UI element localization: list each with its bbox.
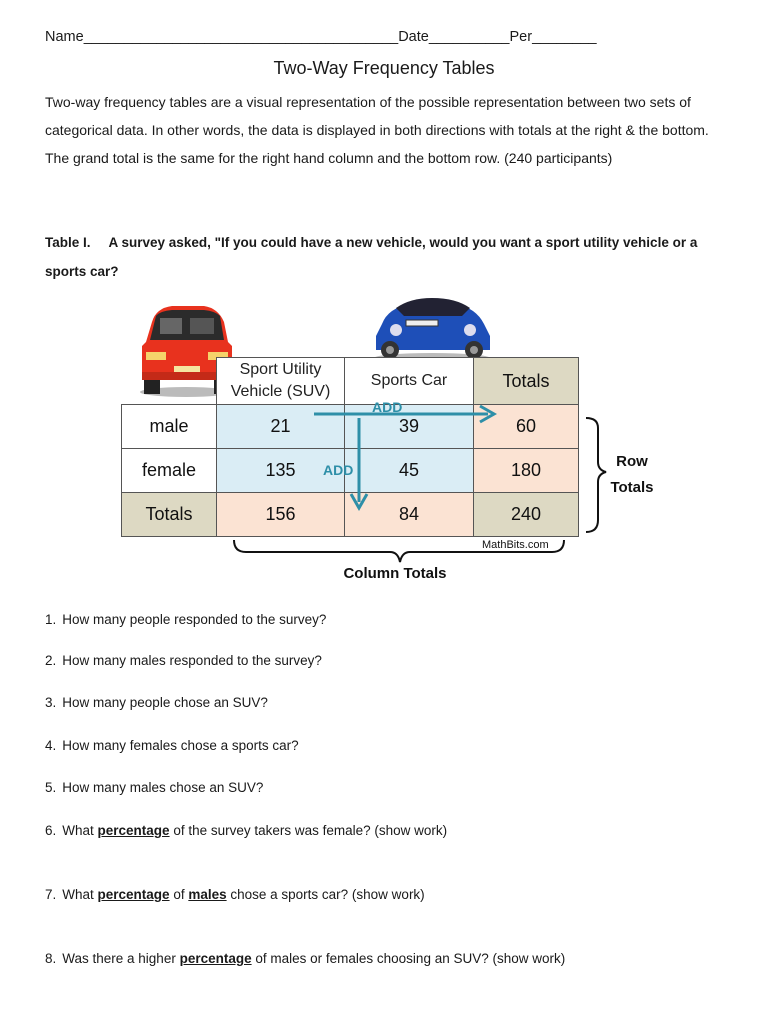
question-text: Was there a higher [62,951,180,966]
add-down-arrow [351,418,367,508]
question-number: 2. [45,653,57,668]
question-number: 8. [45,951,57,966]
question-number: 1. [45,612,57,627]
cell-total-sports-car: 84 [344,492,474,537]
cell-male-suv: 21 [216,404,345,449]
per-blank[interactable]: ________ [532,29,597,45]
question-text: of [169,887,189,902]
question-text: What [62,823,98,838]
question-text: of males or females choosing an SUV? (show work) [251,951,566,966]
question-5 [45,780,263,795]
question-emphasis: percentage [97,823,170,838]
add-down-label: ADD [323,462,354,478]
table-number: Table I. [45,235,91,250]
question-number: 5. [45,780,57,795]
question-emphasis: males [188,887,227,902]
question-text: How many males chose an SUV? [62,780,264,795]
intro-paragraph: Two-way frequency tables are a visual representation of the possible representation between two sets of categorical data. In other words, the data is displayed in both directions with totals at the right & the bottom. The grand total is the same for the right hand column and the bottom row. (240 participants) [45,94,709,166]
question-number: 6. [45,823,57,838]
question-text: What [62,887,98,902]
question-2 [45,653,322,668]
question-number: 4. [45,738,57,753]
add-right-arrow [314,406,494,422]
question-text: How many people responded to the survey? [62,612,327,627]
cell-grand-total: 240 [473,492,579,537]
cell-male-sports-car: 39 [344,404,474,449]
cell-female-sports-car: 45 [344,448,474,493]
question-emphasis: percentage [97,887,170,902]
name-label: Name [45,29,84,45]
question-text: How many females chose a sports car? [62,738,299,753]
row-label-totals: Totals [121,492,217,537]
question-text: How many males responded to the survey? [62,653,322,668]
row-totals-label-line1: Row [616,453,648,470]
question-3 [45,695,268,710]
cell-female-total: 180 [473,448,579,493]
date-label: Date [398,29,429,45]
per-label: Per [509,29,533,45]
row-label-female: female [121,448,217,493]
page-title: Two-Way Frequency Tables [273,58,495,78]
row-label-male: male [121,404,217,449]
cell-male-total: 60 [473,404,579,449]
question-text: of the survey takers was female? (show work) [169,823,448,838]
row-totals-label [604,449,660,501]
question-6 [45,823,447,838]
name-blank[interactable]: _______________________________________ [83,29,399,45]
col-header-suv: Sport Utility Vehicle (SUV) [216,357,345,405]
cell-total-suv: 156 [216,492,345,537]
column-totals-label: Column Totals [343,565,447,582]
add-right-label: ADD [372,399,403,415]
question-text: How many people chose an SUV? [62,695,268,710]
question-number: 3. [45,695,57,710]
col-header-totals: Totals [473,357,579,405]
row-totals-label-line2: Totals [610,479,654,496]
question-text: chose a sports car? (show work) [226,887,425,902]
cell-female-suv: 135 [216,448,345,493]
question-1 [45,612,326,627]
credit-text: MathBits.com [482,539,549,551]
question-7 [45,887,425,902]
question-8 [45,951,565,966]
row-totals-brace [586,418,606,532]
question-emphasis: percentage [179,951,252,966]
question-number: 7. [45,887,57,902]
col-header-sports-car: Sports Car [344,357,474,405]
table-caption-text: A survey asked, "If you could have a new vehicle, would you want a sport utility vehicle or a sports car? [45,235,698,279]
date-blank[interactable]: __________ [428,29,510,45]
question-4 [45,738,299,753]
